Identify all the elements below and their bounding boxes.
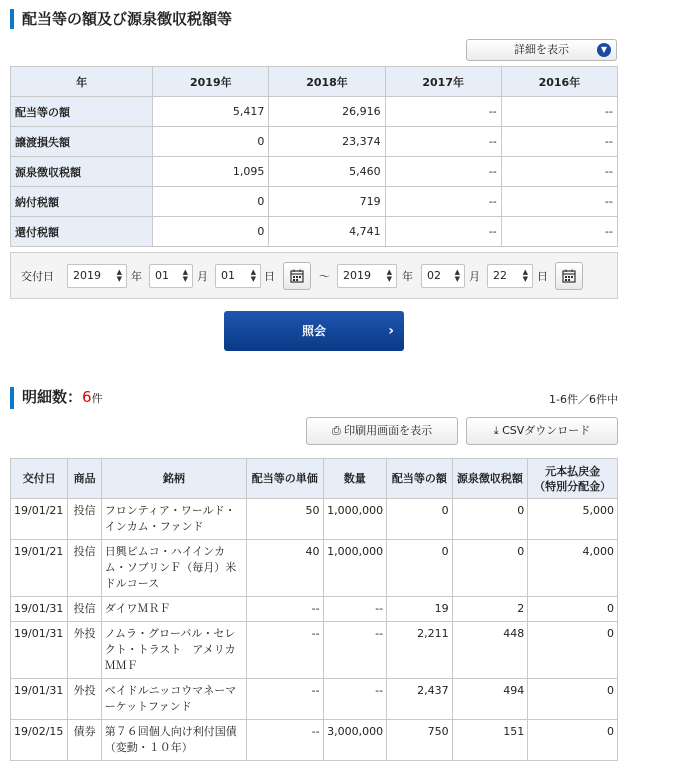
summary-cell: -- bbox=[385, 127, 501, 157]
details-cell-amount: 19 bbox=[387, 597, 453, 622]
details-cell-tax: 0 bbox=[452, 540, 528, 597]
summary-cell: -- bbox=[385, 157, 501, 187]
details-title bbox=[10, 387, 103, 409]
summary-cell: -- bbox=[501, 127, 617, 157]
details-count-unit: 件 bbox=[91, 392, 103, 405]
details-col-header: 元本払戻金 （特別分配金） bbox=[528, 459, 618, 499]
year-col: 2018年 bbox=[269, 67, 385, 97]
details-title-label: 明細数： bbox=[22, 388, 83, 406]
details-cell-refund: 4,000 bbox=[528, 540, 618, 597]
to-calendar-button[interactable] bbox=[555, 262, 583, 290]
details-col-header: 源泉徴収税額 bbox=[452, 459, 528, 499]
details-cell-unit: -- bbox=[246, 622, 323, 679]
details-cell-name: フロンティア・ワールド・インカム・ファンド bbox=[101, 499, 246, 540]
details-cell-date: 19/01/31 bbox=[11, 622, 68, 679]
details-cell-qty: 1,000,000 bbox=[323, 540, 387, 597]
calendar-icon bbox=[562, 269, 576, 283]
details-col-header: 銘柄 bbox=[101, 459, 246, 499]
details-cell-unit: -- bbox=[246, 597, 323, 622]
details-cell-product: 外投 bbox=[68, 679, 101, 720]
result-range: 1-6件／6件中 bbox=[549, 393, 618, 406]
details-cell-name: 日興ピムコ・ハイインカム・ソブリンＦ（毎月）米ドルコース bbox=[101, 540, 246, 597]
details-cell-qty: -- bbox=[323, 622, 387, 679]
details-cell-date: 19/02/15 bbox=[11, 720, 68, 761]
summary-cell: 0 bbox=[153, 217, 269, 247]
from-calendar-button[interactable] bbox=[283, 262, 311, 290]
details-cell-date: 19/01/21 bbox=[11, 499, 68, 540]
year-col: 2019年 bbox=[153, 67, 269, 97]
details-cell-unit: -- bbox=[246, 679, 323, 720]
details-col-header: 配当等の額 bbox=[387, 459, 453, 499]
summary-cell: 0 bbox=[153, 127, 269, 157]
summary-row-label: 納付税額 bbox=[11, 187, 153, 217]
summary-cell: 0 bbox=[153, 187, 269, 217]
summary-cell: 5,460 bbox=[269, 157, 385, 187]
details-row bbox=[11, 540, 618, 597]
summary-row bbox=[11, 157, 618, 187]
to-year-select[interactable]: 2019 ▲ ▼ bbox=[337, 264, 397, 288]
summary-cell: -- bbox=[501, 97, 617, 127]
download-icon: ⤓ bbox=[493, 424, 499, 437]
summary-cell: 5,417 bbox=[153, 97, 269, 127]
show-detail-label: 詳細を表示 bbox=[514, 43, 569, 56]
summary-row-label: 源泉徴収税額 bbox=[11, 157, 153, 187]
printer-icon: ⎙ bbox=[331, 424, 341, 437]
details-cell-amount: 750 bbox=[387, 720, 453, 761]
date-filter: 交付日 2019 ▲ ▼ 年 01 ▲ ▼ 月 01 ▲ ▼ 日 ～ 2019 ▲ ▼ 年 02 ▲ ▼ 月 22 ▲ ▼ 日 bbox=[10, 252, 618, 299]
summary-cell: 26,916 bbox=[269, 97, 385, 127]
details-cell-amount: 0 bbox=[387, 540, 453, 597]
details-col-header: 商品 bbox=[68, 459, 101, 499]
summary-row-label: 配当等の額 bbox=[11, 97, 153, 127]
details-cell-refund: 0 bbox=[528, 622, 618, 679]
details-row bbox=[11, 679, 618, 720]
details-cell-qty: -- bbox=[323, 679, 387, 720]
details-table bbox=[10, 458, 618, 761]
details-count: 6 bbox=[82, 388, 92, 406]
csv-download-button[interactable] bbox=[466, 417, 618, 445]
summary-cell: 4,741 bbox=[269, 217, 385, 247]
year-header: 年 bbox=[11, 67, 153, 97]
details-cell-unit: 50 bbox=[246, 499, 323, 540]
details-cell-qty: 1,000,000 bbox=[323, 499, 387, 540]
summary-row bbox=[11, 127, 618, 157]
summary-row bbox=[11, 217, 618, 247]
details-cell-name: ベイドルニッコウマネーマーケットファンド bbox=[101, 679, 246, 720]
from-day-select[interactable]: 01 ▲ ▼ bbox=[215, 264, 261, 288]
delivery-date-label: 交付日 bbox=[21, 270, 54, 283]
details-cell-tax: 448 bbox=[452, 622, 528, 679]
details-cell-name: 第７６回個人向け利付国債（変動・１０年） bbox=[101, 720, 246, 761]
chevron-down-icon: ▼ bbox=[597, 43, 611, 57]
summary-cell: 1,095 bbox=[153, 157, 269, 187]
details-cell-tax: 494 bbox=[452, 679, 528, 720]
details-cell-qty: -- bbox=[323, 597, 387, 622]
details-cell-tax: 0 bbox=[452, 499, 528, 540]
details-row bbox=[11, 622, 618, 679]
calendar-icon bbox=[290, 269, 304, 283]
details-col-header: 交付日 bbox=[11, 459, 68, 499]
summary-cell: 23,374 bbox=[269, 127, 385, 157]
to-month-select[interactable]: 02 ▲ ▼ bbox=[421, 264, 465, 288]
details-cell-unit: -- bbox=[246, 720, 323, 761]
summary-cell: -- bbox=[501, 217, 617, 247]
summary-cell: -- bbox=[385, 187, 501, 217]
summary-cell: -- bbox=[501, 157, 617, 187]
details-row bbox=[11, 720, 618, 761]
details-row bbox=[11, 499, 618, 540]
details-cell-tax: 2 bbox=[452, 597, 528, 622]
details-cell-unit: 40 bbox=[246, 540, 323, 597]
range-tilde: ～ bbox=[319, 270, 330, 283]
summary-title: 配当等の額及び源泉徴収税額等 bbox=[10, 9, 232, 29]
summary-row bbox=[11, 97, 618, 127]
details-cell-refund: 0 bbox=[528, 679, 618, 720]
summary-row-label: 譲渡損失額 bbox=[11, 127, 153, 157]
summary-table bbox=[10, 66, 618, 247]
details-cell-refund: 5,000 bbox=[528, 499, 618, 540]
print-view-button[interactable] bbox=[306, 417, 458, 445]
summary-cell: -- bbox=[385, 217, 501, 247]
query-label: 照会 bbox=[301, 324, 326, 338]
year-col: 2016年 bbox=[501, 67, 617, 97]
details-row bbox=[11, 597, 618, 622]
show-detail-button[interactable] bbox=[466, 39, 617, 61]
details-cell-amount: 0 bbox=[387, 499, 453, 540]
details-cell-date: 19/01/31 bbox=[11, 597, 68, 622]
details-cell-name: ノムラ・グローバル・セレクト・トラスト アメリカＭＭＦ bbox=[101, 622, 246, 679]
summary-row-label: 還付税額 bbox=[11, 217, 153, 247]
summary-cell: -- bbox=[385, 97, 501, 127]
details-cell-refund: 0 bbox=[528, 597, 618, 622]
details-cell-product: 債券 bbox=[68, 720, 101, 761]
details-cell-product: 投信 bbox=[68, 597, 101, 622]
details-cell-tax: 151 bbox=[452, 720, 528, 761]
year-col: 2017年 bbox=[385, 67, 501, 97]
to-day-select[interactable]: 22 ▲ ▼ bbox=[487, 264, 533, 288]
details-cell-product: 外投 bbox=[68, 622, 101, 679]
details-cell-date: 19/01/21 bbox=[11, 540, 68, 597]
from-month-select[interactable]: 01 ▲ ▼ bbox=[149, 264, 193, 288]
summary-cell: -- bbox=[501, 187, 617, 217]
details-cell-amount: 2,211 bbox=[387, 622, 453, 679]
summary-row bbox=[11, 187, 618, 217]
details-cell-product: 投信 bbox=[68, 499, 101, 540]
query-button[interactable] bbox=[224, 311, 404, 351]
print-view-label: 印刷用画面を表示 bbox=[344, 424, 433, 437]
details-cell-amount: 2,437 bbox=[387, 679, 453, 720]
details-cell-product: 投信 bbox=[68, 540, 101, 597]
details-col-header: 配当等の単価 bbox=[246, 459, 323, 499]
details-col-header: 数量 bbox=[323, 459, 387, 499]
csv-download-label: CSVダウンロード bbox=[502, 424, 591, 437]
details-cell-name: ダイワＭＲＦ bbox=[101, 597, 246, 622]
details-cell-refund: 0 bbox=[528, 720, 618, 761]
summary-cell: 719 bbox=[269, 187, 385, 217]
details-cell-qty: 3,000,000 bbox=[323, 720, 387, 761]
details-cell-date: 19/01/31 bbox=[11, 679, 68, 720]
chevron-right-icon: › bbox=[388, 323, 394, 339]
from-year-select[interactable]: 2019 ▲ ▼ bbox=[67, 264, 127, 288]
